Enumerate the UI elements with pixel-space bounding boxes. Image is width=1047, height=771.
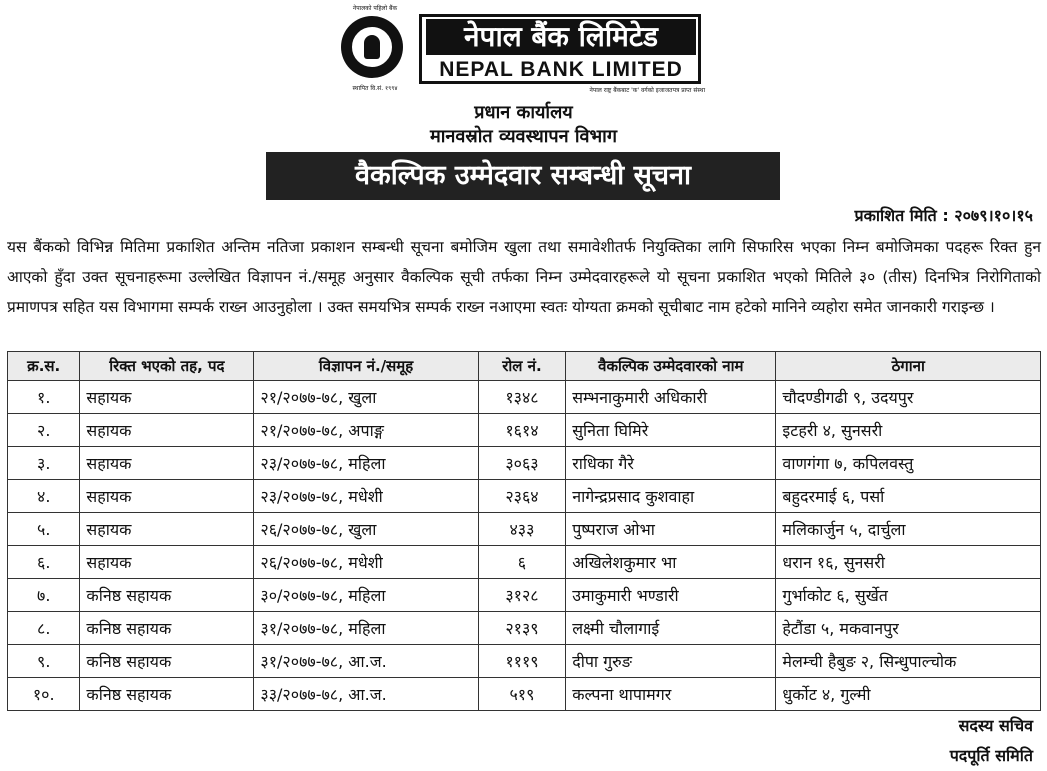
table-header-row [8, 352, 1041, 381]
published-date-label: प्रकाशित मिति [854, 206, 937, 225]
table-row [8, 414, 1041, 447]
cell-serial: ६. [8, 546, 80, 579]
cell-address: धरान १६, सुनसरी [776, 546, 1041, 579]
col-roll: रोल नं. [478, 352, 566, 381]
cell-candidate-name: अखिलेशकुमार भा [566, 546, 776, 579]
table-row [8, 381, 1041, 414]
cell-candidate-name: दीपा गुरुङ [566, 645, 776, 678]
table-row [8, 513, 1041, 546]
cell-serial: ९. [8, 645, 80, 678]
bank-name-nepali: नेपाल बैंक लिमिटेड [426, 19, 696, 55]
cell-advertisement: २३/२०७७-७८, महिला [254, 447, 478, 480]
signatory-title: सदस्य सचिव [958, 716, 1033, 735]
cell-advertisement: ३३/२०७७-७८, आ.ज. [254, 678, 478, 711]
cell-serial: ८. [8, 612, 80, 645]
col-serial: क्र.स. [8, 352, 80, 381]
col-address: ठेगाना [776, 352, 1041, 381]
cell-roll: १६१४ [478, 414, 566, 447]
cell-candidate-name: सम्भनाकुमारी अधिकारी [566, 381, 776, 414]
cell-advertisement: २१/२०७७-७८, अपाङ्ग [254, 414, 478, 447]
signatory-committee: पदपूर्ति समिति [949, 746, 1033, 765]
office-name: प्रधान कार्यालय [474, 102, 573, 123]
cell-advertisement: २६/२०७७-७८, खुला [254, 513, 478, 546]
bank-seal-icon [341, 16, 403, 78]
cell-serial: २. [8, 414, 80, 447]
cell-roll: ४३३ [478, 513, 566, 546]
cell-post: कनिष्ठ सहायक [80, 612, 254, 645]
cell-candidate-name: राधिका गैरे [566, 447, 776, 480]
bank-logo [335, 4, 707, 96]
cell-address: इटहरी ४, सुनसरी [776, 414, 1041, 447]
seal-bottom-text: स्थापित वि.सं. १९९४ [352, 85, 398, 92]
cell-post: सहायक [80, 480, 254, 513]
table-row [8, 612, 1041, 645]
cell-post: सहायक [80, 513, 254, 546]
table-row [8, 579, 1041, 612]
cell-post: कनिष्ठ सहायक [80, 579, 254, 612]
cell-post: कनिष्ठ सहायक [80, 645, 254, 678]
cell-roll: ५१९ [478, 678, 566, 711]
cell-advertisement: ३०/२०७७-७८, महिला [254, 579, 478, 612]
cell-candidate-name: नागेन्द्रप्रसाद कुशवाहा [566, 480, 776, 513]
cell-serial: ७. [8, 579, 80, 612]
col-candidate-name: वैकल्पिक उम्मेदवारको नाम [566, 352, 776, 381]
table-row [8, 645, 1041, 678]
cell-candidate-name: कल्पना थापामगर [566, 678, 776, 711]
cell-advertisement: ३१/२०७७-७८, आ.ज. [254, 645, 478, 678]
notice-body: यस बैंकको विभिन्न मितिमा प्रकाशित अन्तिम नतिजा प्रकाशन सम्बन्धी सूचना बमोजिम खुला तथा समावेशीतर्फ नियुक्तिका लागि सिफारिस भएका निम्न बमोजिमका पदहरू रिक्त हुन आएको हुँदा उक्त सूचनाहरूमा उल्लेखित विज्ञापन नं./समूह अनुसार वैकल्पिक सूची तर्फका निम्न उम्मेदवारहरूले यो सूचना प्रकाशित भएको मितिले ३० (तीस) दिनभित्र निरोगिताको प्रमाणपत्र सहित यस विभागमा सम्पर्क राख्न आउनुहोला । उक्त समयभित्र सम्पर्क राख्न नआएमा स्वतः योग्यता क्रमको सूचीबाट नाम हटेको मानिने व्यहोरा समेत जानकारी गराइन्छ । [7, 238, 1041, 316]
cell-roll: ६ [478, 546, 566, 579]
notice-title: वैकल्पिक उम्मेदवार सम्बन्धी सूचना [266, 152, 780, 200]
cell-advertisement: २६/२०७७-७८, मधेशी [254, 546, 478, 579]
cell-post: कनिष्ठ सहायक [80, 678, 254, 711]
cell-address: हेटौंडा ५, मकवानपुर [776, 612, 1041, 645]
cell-address: वाणगंगा ७, कपिलवस्तु [776, 447, 1041, 480]
cell-address: मलिकार्जुन ५, दार्चुला [776, 513, 1041, 546]
cell-address: मेलम्ची हैबुङ २, सिन्धुपाल्चोक [776, 645, 1041, 678]
cell-address: बहुदरमाई ६, पर्सा [776, 480, 1041, 513]
cell-serial: १०. [8, 678, 80, 711]
cell-address: चौदण्डीगढी ९, उदयपुर [776, 381, 1041, 414]
brand-wordmark [419, 14, 701, 84]
cell-advertisement: २१/२०७७-७८, खुला [254, 381, 478, 414]
cell-roll: १३४८ [478, 381, 566, 414]
bank-name-english: NEPAL BANK LIMITED [439, 58, 683, 81]
col-advertisement: विज्ञापन नं./समूह [254, 352, 478, 381]
cell-address: गुर्भाकोट ६, सुर्खेत [776, 579, 1041, 612]
cell-post: सहायक [80, 546, 254, 579]
published-date-value: २०७९।१०।१५ [954, 206, 1033, 225]
cell-candidate-name: उमाकुमारी भण्डारी [566, 579, 776, 612]
cell-roll: ३०६३ [478, 447, 566, 480]
published-date: प्रकाशित मिति : २०७९।१०।१५ [854, 206, 1033, 225]
cell-serial: ३. [8, 447, 80, 480]
cell-serial: ५. [8, 513, 80, 546]
cell-roll: २३६४ [478, 480, 566, 513]
cell-post: सहायक [80, 381, 254, 414]
cell-advertisement: २३/२०७७-७८, मधेशी [254, 480, 478, 513]
bank-tagline: नेपाल राष्ट्र बैंकबाट 'क' वर्गको इजाजतपत्र प्राप्त संस्था [589, 87, 705, 94]
cell-roll: १११९ [478, 645, 566, 678]
department-name: मानवस्रोत व्यवस्थापन विभाग [430, 126, 617, 147]
table-row [8, 546, 1041, 579]
cell-serial: ४. [8, 480, 80, 513]
seal-top-text: नेपालको पहिलो बैंक [352, 5, 398, 12]
col-post: रिक्त भएको तह, पद [80, 352, 254, 381]
table-row [8, 678, 1041, 711]
table-row [8, 480, 1041, 513]
cell-candidate-name: पुष्पराज ओभा [566, 513, 776, 546]
cell-candidate-name: सुनिता घिमिरे [566, 414, 776, 447]
cell-roll: २१३९ [478, 612, 566, 645]
cell-roll: ३१२८ [478, 579, 566, 612]
cell-address: धुर्कोट ४, गुल्मी [776, 678, 1041, 711]
cell-advertisement: ३१/२०७७-७८, महिला [254, 612, 478, 645]
table-row [8, 447, 1041, 480]
candidate-table [7, 351, 1041, 711]
cell-post: सहायक [80, 414, 254, 447]
cell-post: सहायक [80, 447, 254, 480]
cell-candidate-name: लक्ष्मी चौलागाई [566, 612, 776, 645]
cell-serial: १. [8, 381, 80, 414]
